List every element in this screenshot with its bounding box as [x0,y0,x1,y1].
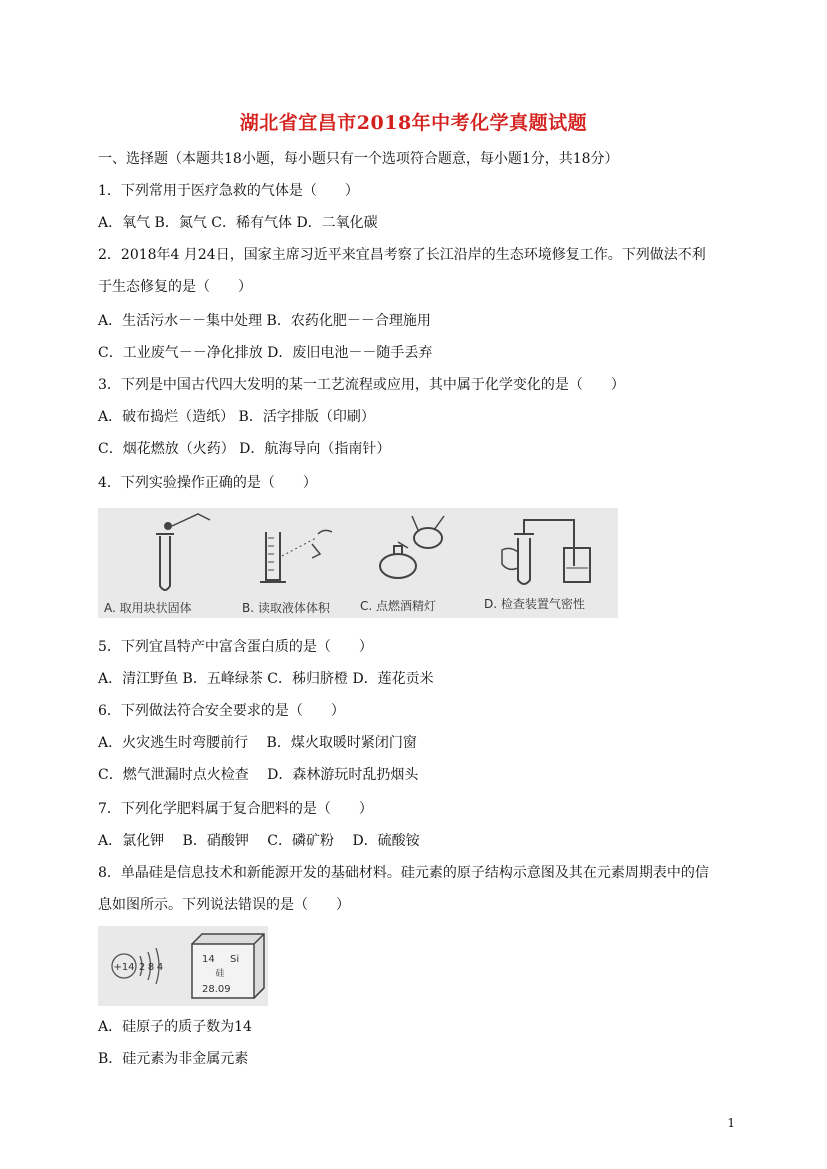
q7-stem: 7．下列化学肥料属于复合肥料的是（ ） [98,801,373,817]
q5-stem: 5．下列宜昌特产中富含蛋白质的是（ ） [98,639,373,655]
figure-label-b: B. 读取液体体积 [242,601,330,615]
page-number: 1 [727,1116,735,1130]
atomic-mass: 28.09 [202,984,231,995]
q4-figure [98,508,618,618]
airtightness-check-diagram [502,520,590,584]
q8-option-a: A．硅原子的质子数为14 [98,1019,252,1035]
q2-stem-line1: 2．2018年4 月24日，国家主席习近平来宜昌考察了长江沿岸的生态环境修复工作。下列做法不利 [98,247,706,263]
element-name: 硅 [215,969,225,979]
shell-1-electrons: 2 [138,962,146,973]
q5-options: A．清江野鱼 B．五峰绿茶 C．秭归脐橙 D．莲花贡米 [98,671,434,687]
alcohol-lamp-diagram [380,516,444,578]
shell-2-electrons: 8 [147,962,155,973]
silicon-structure-illustration [98,926,268,1006]
q3-options-cd: C．烟花燃放（火药） D．航海导向（指南针） [98,441,391,457]
q4-stem: 4．下列实验操作正确的是（ ） [98,475,317,491]
section-heading: 一、选择题（本题共18小题，每小题只有一个选项符合题意，每小题1分，共18分） [98,151,619,167]
q6-options-ab: A．火灾逃生时弯腰前行 B．煤火取暖时紧闭门窗 [98,735,417,751]
q7-options: A．氯化钾 B．硝酸钾 C．磷矿粉 D．硫酸铵 [98,833,420,849]
test-tube-diagram [156,514,210,590]
element-number: 14 [202,954,215,965]
q6-stem: 6．下列做法符合安全要求的是（ ） [98,703,345,719]
q8-figure [98,926,268,1006]
figure-label-d: D. 检查装置气密性 [484,597,585,611]
page-title: 湖北省宜昌市2018年中考化学真题试题 [239,112,588,134]
q8-stem-line2: 息如图所示。下列说法错误的是（ ） [98,897,350,913]
nucleus-charge: +14 [113,962,135,973]
q1-stem: 1．下列常用于医疗急救的气体是（ ） [98,183,359,199]
q2-options-ab: A．生活污水－－集中处理 B．农药化肥－－合理施用 [98,313,431,329]
shell-3-electrons: 4 [156,962,164,973]
q8-option-b: B．硅元素为非金属元素 [98,1051,249,1067]
q6-options-cd: C．燃气泄漏时点火检查 D．森林游玩时乱扔烟头 [98,767,419,783]
q2-stem-line2: 于生态修复的是（ ） [98,279,252,295]
q8-stem-line1: 8．单晶硅是信息技术和新能源开发的基础材料。硅元素的原子结构示意图及其在元素周期表中的信 [98,865,709,881]
figure-label-c: C. 点燃酒精灯 [360,599,437,613]
lab-operations-illustration [98,508,618,618]
element-symbol: Si [230,954,240,965]
q2-options-cd: C．工业废气－－净化排放 D．废旧电池－－随手丢弃 [98,345,433,361]
graduated-cylinder-diagram [260,530,332,582]
figure-label-a: A. 取用块状固体 [104,601,192,615]
q3-options-ab: A．破布捣烂（造纸） B．活字排版（印刷） [98,409,375,425]
q1-options: A．氧气 B．氮气 C．稀有气体 D．二氧化碳 [98,215,378,231]
q3-stem: 3．下列是中国古代四大发明的某一工艺流程或应用，其中属于化学变化的是（ ） [98,377,625,393]
